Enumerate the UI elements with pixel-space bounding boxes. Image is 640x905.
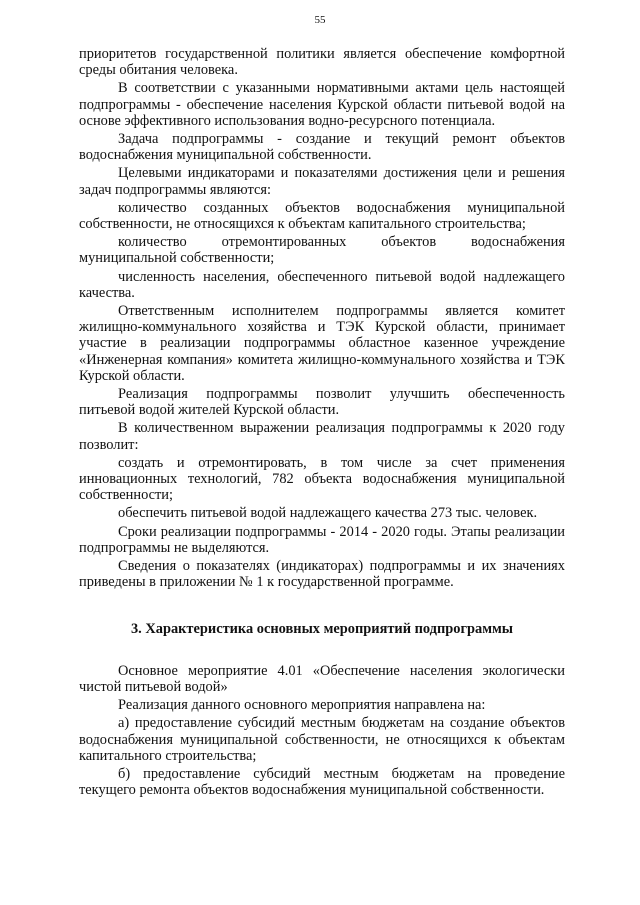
- list-item-indicator-population: численность населения, обеспеченного питьевой водой надлежащего качества.: [79, 268, 565, 301]
- document-body: [79, 46, 565, 798]
- paragraph-indicators-intro: Целевыми индикаторами и показателями достижения цели и решения задач подпрограммы являются:: [79, 165, 565, 198]
- paragraph-responsible-executor: Ответственным исполнителем подпрограммы является комитет жилищно-коммунального хозяйства и ТЭК Курской области, принимает участие в реализации подпрограммы областное казенное учреждение «Инженерная компания» комитета жилищно-коммунального хозяйства и ТЭК Курской области.: [79, 303, 565, 384]
- paragraph-main-activity: Основное мероприятие 4.01 «Обеспечение населения экологически чистой питьевой водой»: [79, 662, 565, 695]
- list-item-direction-b: б) предоставление субсидий местным бюджетам на проведение текущего ремонта объектов водоснабжения муниципальной собственности.: [79, 765, 565, 799]
- paragraph-timeline: Сроки реализации подпрограммы - 2014 - 2020 годы. Этапы реализации подпрограммы не выделяются.: [79, 523, 565, 556]
- paragraph-program-task: Задача подпрограммы - создание и текущий ремонт объектов водоснабжения муниципальной собственности.: [79, 131, 565, 164]
- list-item-result-objects: создать и отремонтировать, в том числе за счет применения инновационных технологий, 782 объекта водоснабжения муниципальной собственности;: [79, 454, 565, 504]
- list-item-result-population: обеспечить питьевой водой надлежащего качества 273 тыс. человек.: [118, 505, 538, 522]
- list-item-indicator-created: количество созданных объектов водоснабжения муниципальной собственности, не относящихся к объектам капитального строительства;: [79, 199, 565, 233]
- paragraph-expected-result: Реализация подпрограммы позволит улучшить обеспеченность питьевой водой жителей Курской области.: [79, 386, 565, 419]
- list-item-direction-a: а) предоставление субсидий местным бюджетам на создание объектов водоснабжения муниципальной собственности, не относящихся к объектам капитального строительства;: [79, 715, 565, 764]
- paragraph-indicators-reference: Сведения о показателях (индикаторах) подпрограммы и их значениях приведены в приложении № 1 к государственной программе.: [79, 558, 565, 591]
- page-number: 55: [314, 14, 326, 26]
- list-item-indicator-repaired: количество отремонтированных объектов водоснабжения муниципальной собственности;: [79, 234, 565, 267]
- section-heading: 3. Характеристика основных мероприятий подпрограммы: [130, 620, 514, 637]
- paragraph-program-goal: В соответствии с указанными нормативными актами цель настоящей подпрограммы - обеспечение населения Курской области питьевой водой на основе эффективного использования водно-ресурсного потенциала.: [79, 80, 565, 129]
- paragraph-activity-directions-intro: Реализация данного основного мероприятия направлена на:: [118, 697, 486, 714]
- paragraph-quantitative-intro: В количественном выражении реализация подпрограммы к 2020 году позволит:: [79, 420, 565, 453]
- paragraph-continuation: приоритетов государственной политики является обеспечение комфортной среды обитания человека.: [79, 46, 565, 79]
